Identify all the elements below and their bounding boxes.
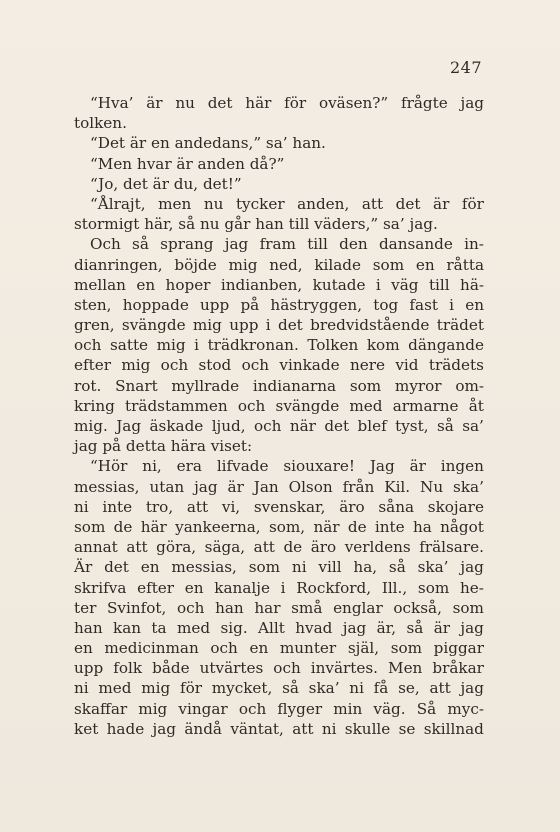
text-line: Och så sprang jag fram till den dansande in-: [90, 235, 484, 254]
text-line: och satte mig i trädkronan. Tolken kom dängande: [74, 336, 484, 355]
text-line: “Men hvar är anden då?”: [90, 154, 285, 173]
text-line: “Hva’ är nu det här för oväsen?” frågte jag: [90, 94, 484, 112]
text-line: rot. Snart myllrade indianarna som myror om-: [74, 376, 484, 395]
text-line: en medicinman och en munter själ, som piggar: [74, 639, 484, 658]
text-line: annat att göra, säga, att de äro verldens frälsare.: [74, 538, 484, 557]
text-line: dianringen, böjde mig ned, kilade som en råtta: [74, 255, 484, 274]
text-line: “Det är en andedans,” sa’ han.: [90, 134, 326, 153]
text-line: gren, svängde mig upp i det bredvidstående trädet: [74, 316, 484, 335]
text-line: han kan ta med sig. Allt hvad jag är, så är jag: [74, 618, 484, 637]
text-line: ni inte tro, att vi, svenskar, äro såna skojare: [74, 497, 484, 516]
text-line: “Hör ni, era lifvade siouxare! Jag är ingen: [90, 457, 484, 476]
text-line: jag på detta hära viset:: [74, 437, 253, 456]
text-line: tolken.: [74, 114, 127, 133]
text-line: skrifva efter en kanalje i Rockford, Ill., som he-: [74, 578, 484, 597]
text-line: ni med mig för mycket, så ska’ ni få se, att jag: [74, 679, 484, 698]
text-line: som de här yankeerna, som, när de inte ha något: [74, 517, 484, 536]
text-line: sten, hoppade upp på hästryggen, tog fast i en: [74, 295, 484, 314]
text-line: ter Svinfot, och han har små englar också, som: [74, 598, 484, 617]
text-line: efter mig och stod och vinkade nere vid trädets: [74, 356, 484, 375]
text-line: ket hade jag ändå väntat, att ni skulle se skillnad: [74, 719, 484, 738]
text-line: skaffar mig vingar och flyger min väg. Så myc-: [74, 699, 484, 718]
text-line: messias, utan jag är Jan Olson från Kil. Nu ska’: [74, 477, 484, 496]
text-line: Är det en messias, som ni vill ha, så ska’ jag: [74, 558, 484, 577]
text-line: stormigt här, så nu går han till väders,” sa’ jag.: [74, 215, 438, 234]
text-line: “Ålrajt, men nu tycker anden, att det är för: [90, 194, 484, 213]
page-number: 247: [449, 58, 482, 77]
text-line: kring trädstammen och svängde med armarne åt: [74, 396, 484, 415]
text-line: mig. Jag äskade ljud, och när det blef tyst, så sa’: [74, 417, 484, 435]
text-line: mellan en hoper indianben, kutade i väg till hä-: [74, 275, 484, 294]
text-line: upp folk både utvärtes och invärtes. Men bråkar: [74, 659, 484, 678]
text-line: “Jo, det är du, det!”: [90, 174, 242, 193]
body-text: [74, 93, 484, 739]
